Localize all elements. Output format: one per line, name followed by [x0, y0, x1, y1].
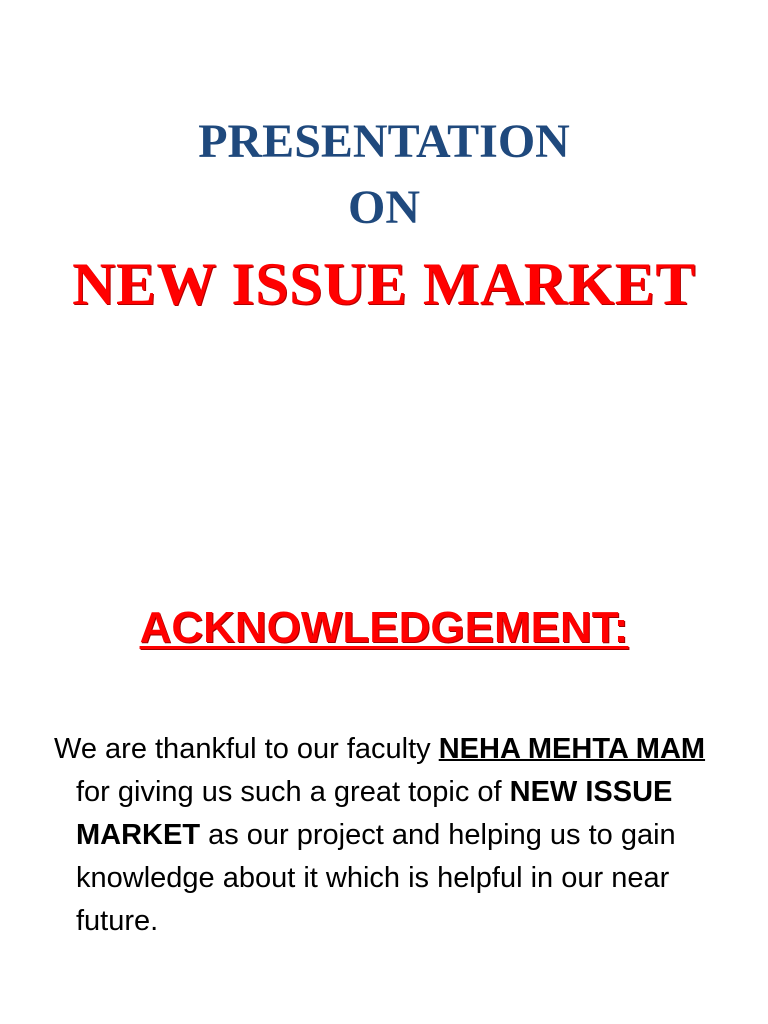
ack-text-middle: for giving us such a great topic of	[76, 776, 510, 808]
acknowledgement-heading: ACKNOWLEDGEMENT:	[139, 603, 629, 652]
ack-text-end: as our project and helping us to gain knowledge about it which is helpful in our near future.	[76, 819, 676, 937]
ack-text-intro: We are thankful to our faculty	[54, 733, 439, 765]
acknowledgement-paragraph	[54, 728, 736, 943]
acknowledgement-slide	[0, 512, 768, 1024]
faculty-name: NEHA MEHTA MAM	[438, 733, 706, 765]
title-line-on: ON	[348, 181, 420, 234]
presentation-topic-title: NEW ISSUE MARKET	[72, 251, 696, 317]
title-line-presentation: PRESENTATION	[198, 115, 570, 168]
ack-topic-name: NEW ISSUE MARKET	[76, 776, 673, 851]
